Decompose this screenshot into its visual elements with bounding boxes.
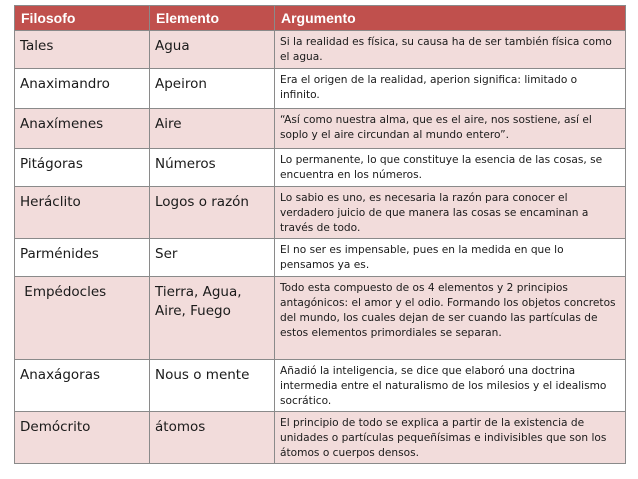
cell-elemento: Nous o mente	[150, 360, 275, 412]
table-row	[15, 69, 626, 109]
cell-elemento: Ser	[150, 239, 275, 277]
cell-elemento: Números	[150, 149, 275, 187]
table-row	[15, 149, 626, 187]
cell-filosofo: Anaxímenes	[15, 109, 150, 149]
table-row	[15, 239, 626, 277]
table-row	[15, 31, 626, 69]
table-row	[15, 187, 626, 239]
cell-argumento: Todo esta compuesto de os 4 elementos y 2 principios antagónicos: el amor y el odio. Formando los objetos concretos del mundo, los cuales dejan de ser cuando las partículas de estos elementos primordiales se separan.	[275, 277, 626, 360]
cell-argumento: El principio de todo se explica a partir de la existencia de unidades o partículas pequeñísimas e indivisibles que son los átomos o cuerpos densos.	[275, 412, 626, 464]
cell-elemento: Aire	[150, 109, 275, 149]
header-row	[15, 6, 626, 31]
philosophers-table	[14, 5, 626, 464]
cell-elemento: Apeiron	[150, 69, 275, 109]
cell-argumento: Lo sabio es uno, es necesaria la razón para conocer el verdadero juicio de que manera las cosas se encaminan a través de todo.	[275, 187, 626, 239]
cell-filosofo: Anaxágoras	[15, 360, 150, 412]
cell-argumento: Lo permanente, lo que constituye la esencia de las cosas, se encuentra en los números.	[275, 149, 626, 187]
header-elemento: Elemento	[150, 6, 275, 31]
cell-elemento: Agua	[150, 31, 275, 69]
table-row	[15, 360, 626, 412]
cell-elemento: Logos o razón	[150, 187, 275, 239]
cell-argumento: Era el origen de la realidad, aperion significa: limitado o infinito.	[275, 69, 626, 109]
table-row	[15, 412, 626, 464]
table-row	[15, 277, 626, 360]
cell-argumento: “Así como nuestra alma, que es el aire, nos sostiene, así el soplo y el aire circundan al mundo entero”.	[275, 109, 626, 149]
cell-elemento: átomos	[150, 412, 275, 464]
cell-argumento: Si la realidad es física, su causa ha de ser también física como el agua.	[275, 31, 626, 69]
cell-filosofo: Pitágoras	[15, 149, 150, 187]
table-row	[15, 109, 626, 149]
header-argumento: Argumento	[275, 6, 626, 31]
cell-argumento: El no ser es impensable, pues en la medida en que lo pensamos ya es.	[275, 239, 626, 277]
header-filosofo: Filosofo	[15, 6, 150, 31]
cell-argumento: Añadió la inteligencia, se dice que elaboró una doctrina intermedia entre el naturalismo de los milesios y el idealismo socrático.	[275, 360, 626, 412]
cell-filosofo: Demócrito	[15, 412, 150, 464]
cell-filosofo: Tales	[15, 31, 150, 69]
cell-filosofo: Parménides	[15, 239, 150, 277]
cell-filosofo: Anaximandro	[15, 69, 150, 109]
cell-filosofo: Heráclito	[15, 187, 150, 239]
cell-filosofo: Empédocles	[15, 277, 150, 360]
cell-elemento: Tierra, Agua, Aire, Fuego	[150, 277, 275, 360]
